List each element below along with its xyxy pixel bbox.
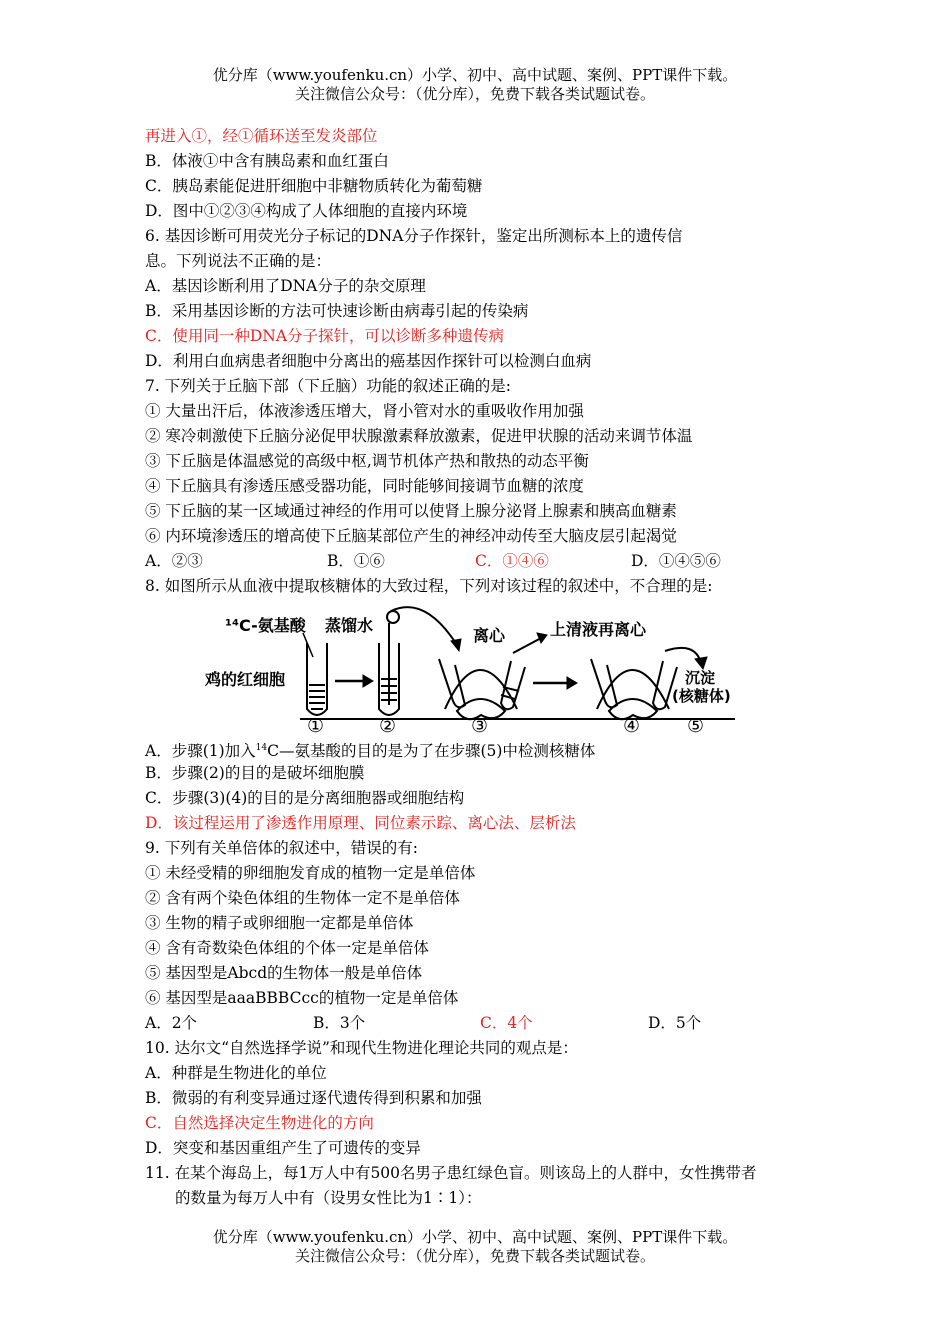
q7-statement-1: ① 大量出汗后，体液渗透压增大，肾小管对水的重吸收作用加强 — [145, 402, 584, 420]
q7-stem: 7. 下列关于丘脑下部（下丘脑）功能的叙述正确的是: — [145, 377, 511, 395]
q7-option-d: D．①④⑤⑥ — [631, 552, 721, 570]
ribosome-extraction-diagram — [195, 601, 755, 736]
q9-statement-2: ② 含有两个染色体组的生物体一定不是单倍体 — [145, 889, 460, 907]
q8-stem: 8. 如图所示从血液中提取核糖体的大致过程，下列对该过程的叙述中，不合理的是: — [145, 577, 713, 595]
q7-statement-5: ⑤ 下丘脑的某一区域通过神经的作用可以使肾上腺分泌肾上腺素和胰高血糖素 — [145, 502, 677, 520]
q9-statement-1: ① 未经受精的卵细胞发育成的植物一定是单倍体 — [145, 864, 476, 882]
label-centrifuge: 离心 — [473, 626, 506, 645]
centrifuge-3 — [439, 659, 525, 719]
page-header — [0, 66, 950, 104]
q5-option-c: C．胰岛素能促进肝细胞中非糖物质转化为葡萄糖 — [145, 177, 483, 195]
step-1-label: ① — [307, 715, 325, 736]
q5-option-b: B．体液①中含有胰岛素和血红蛋白 — [145, 152, 389, 170]
q10-option-b: B．微弱的有利变异通过逐代遗传得到积累和加强 — [145, 1089, 482, 1107]
q11-stem-line-2: 的数量为每万人中有（设男女性比为1∶1）： — [175, 1189, 482, 1207]
q7-statement-4: ④ 下丘脑具有渗透压感受器功能，同时能够间接调节血糖的浓度 — [145, 477, 584, 495]
q6-stem-line-2: 息。下列说法不正确的是： — [145, 252, 332, 270]
q7-option-b: B．①⑥ — [327, 552, 385, 570]
centrifuge-4 — [591, 659, 677, 719]
q7-statement-3: ③ 下丘脑是体温感觉的高级中枢,调节机体产热和散热的动态平衡 — [145, 452, 589, 470]
step-2-label: ② — [379, 715, 397, 736]
q7-statement-2: ② 寒冷刺激使下丘脑分泌促甲状腺激素释放激素，促进甲状腺的活动来调节体温 — [145, 427, 693, 445]
header-line-1: 优分库（www.youfenku.cn）小学、初中、高中试题、案例、PPT课件下载。 — [212, 66, 738, 84]
q7-option-a: A．②③ — [145, 552, 203, 570]
q8-option-a-suffix: C—氨基酸的目的是为了在步骤(5)中检测核糖体 — [267, 742, 596, 761]
q8-option-d: D．该过程运用了渗透作用原理、同位素示踪、离心法、层析法 — [145, 814, 576, 832]
q9-option-b: B．3个 — [313, 1014, 366, 1032]
step-5-label: ⑤ — [687, 715, 705, 736]
label-amino-acid: ¹⁴C-氨基酸 — [225, 616, 306, 635]
page-footer — [0, 1228, 950, 1266]
q6-option-c: C．使用同一种DNA分子探针，可以诊断多种遗传病 — [145, 327, 505, 345]
footer-line-1: 优分库（www.youfenku.cn）小学、初中、高中试题、案例、PPT课件下载。 — [212, 1228, 738, 1246]
label-ribosome: (核糖体) — [672, 687, 731, 705]
q9-option-d: D．5个 — [648, 1014, 702, 1032]
step-3-label: ③ — [471, 715, 489, 736]
q10-option-c: C．自然选择决定生物进化的方向 — [145, 1114, 374, 1132]
q9-options — [145, 1011, 825, 1036]
test-tube-1 — [303, 633, 327, 715]
q8-option-c: C．步骤(3)(4)的目的是分离细胞器或细胞结构 — [145, 789, 465, 807]
ribosome-extraction-figure — [145, 601, 825, 736]
q6-option-b: B．采用基因诊断的方法可快速诊断由病毒引起的传染病 — [145, 302, 529, 320]
document-body — [145, 124, 825, 1211]
q9-statement-3: ③ 生物的精子或卵细胞一定都是单倍体 — [145, 914, 414, 932]
q9-statement-5: ⑤ 基因型是Abcd的生物体一般是单倍体 — [145, 964, 423, 982]
q7-statement-6: ⑥ 内环境渗透压的增高使下丘脑某部位产生的神经冲动传至大脑皮层引起渴觉 — [145, 527, 677, 545]
q10-option-d: D．突变和基因重组产生了可遗传的变异 — [145, 1139, 421, 1157]
header-line-2: 关注微信公众号：（优分库），免费下载各类试题试卷。 — [294, 85, 655, 103]
label-supernatant: 上清液再离心 — [550, 620, 647, 639]
footer-line-2: 关注微信公众号：（优分库），免费下载各类试题试卷。 — [294, 1247, 655, 1265]
q8-option-a — [145, 736, 825, 761]
test-tube-2 — [379, 611, 399, 715]
label-sediment: 沉淀 — [685, 669, 716, 687]
q8-option-b: B．步骤(2)的目的是破坏细胞膜 — [145, 764, 365, 782]
q6-option-a: A．基因诊断利用了DNA分子的杂交原理 — [145, 277, 426, 295]
q9-option-a: A．2个 — [145, 1014, 198, 1032]
q10-option-a: A．种群是生物进化的单位 — [145, 1064, 327, 1082]
q11-stem-line-1: 11. 在某个海岛上，每1万人中有500名男子患红绿色盲。则该岛上的人群中，女性携带者 — [145, 1164, 757, 1182]
q6-stem-line-1: 6. 基因诊断可用荧光分子标记的DNA分子作探针，鉴定出所测标本上的遗传信 — [145, 227, 683, 245]
q6-option-d: D．利用白血病患者细胞中分离出的癌基因作探针可以检测白血病 — [145, 352, 592, 370]
q9-option-c: C．4个 — [480, 1014, 533, 1032]
q8-option-a-superscript: 14 — [255, 743, 268, 753]
q9-stem: 9. 下列有关单倍体的叙述中，错误的有: — [145, 839, 418, 857]
step-4-label: ④ — [623, 715, 641, 736]
q5-answer-continued: 再进入①，经①循环送至发炎部位 — [145, 127, 378, 145]
q7-options — [145, 549, 825, 574]
q7-option-c: C．①④⑥ — [475, 552, 549, 570]
q9-statement-4: ④ 含有奇数染色体组的个体一定是单倍体 — [145, 939, 429, 957]
label-red-blood-cells: 鸡的红细胞 — [205, 670, 286, 689]
q8-option-a-prefix: A．步骤(1)加入 — [145, 742, 256, 761]
q5-option-d: D．图中①②③④构成了人体细胞的直接内环境 — [145, 202, 468, 220]
label-distilled-water: 蒸馏水 — [325, 616, 374, 635]
q9-statement-6: ⑥ 基因型是aaaBBBCcc的植物一定是单倍体 — [145, 989, 459, 1007]
q10-stem: 10. 达尔文“自然选择学说”和现代生物进化理论共同的观点是： — [145, 1039, 578, 1057]
